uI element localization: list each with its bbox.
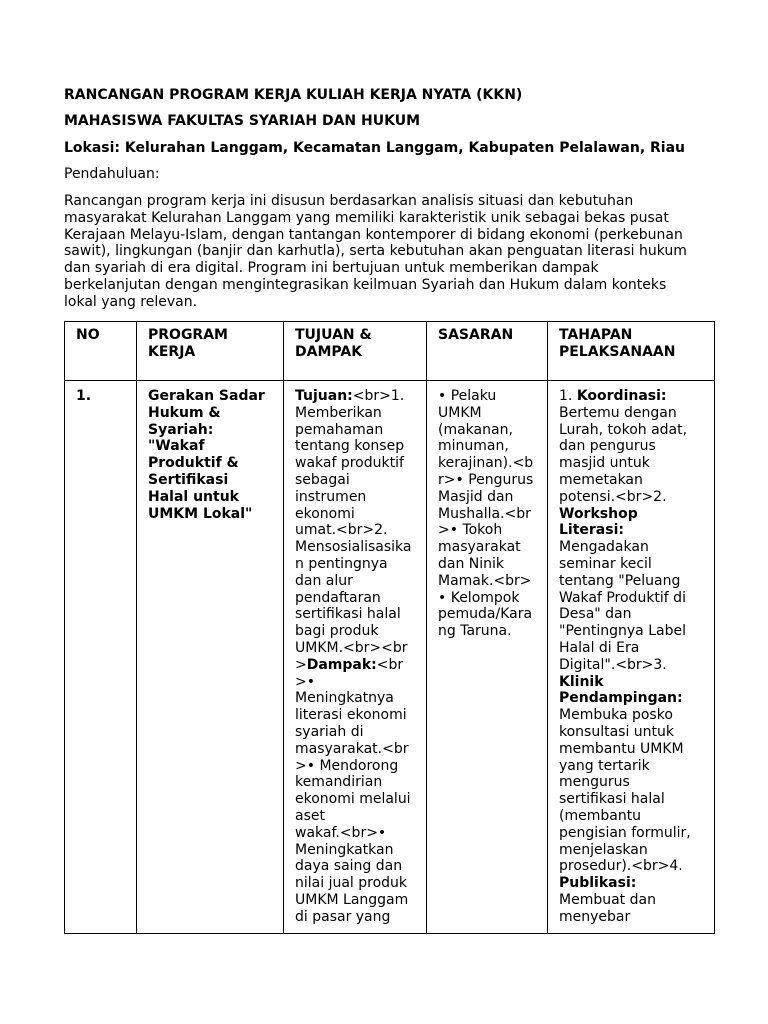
tahapan-text-line bbox=[559, 724, 702, 741]
header-tahapan bbox=[548, 322, 715, 381]
intro-line: sawit), lingkungan (banjir dan karhutla), serta kebutuhan akan penguatan literasi hukum bbox=[64, 243, 687, 260]
intro-line: Rancangan program kerja ini disusun berdasarkan analisis situasi dan kebutuhan bbox=[64, 193, 634, 209]
tujuan-text: > bbox=[295, 656, 307, 673]
tahapan-text: prosedur).<br>4. bbox=[559, 858, 683, 875]
tujuan-text: >• Mendorong bbox=[295, 757, 399, 774]
header-text-line: PROGRAM bbox=[148, 327, 228, 343]
tujuan-text-line bbox=[295, 640, 414, 657]
tujuan-text: UMKM.<br><br bbox=[295, 639, 408, 656]
header-text-line: KERJA bbox=[148, 343, 196, 360]
sasaran-text-line: pemuda/Kara bbox=[438, 606, 533, 623]
header-text-line: SASARAN bbox=[438, 327, 514, 343]
intro-line: masyarakat Kelurahan Langgam yang memiliki karakteristik unik sebagai bekas pusat bbox=[64, 209, 669, 226]
tujuan-text-line bbox=[295, 825, 414, 842]
tahapan-text: potensi.<br>2. bbox=[559, 488, 667, 505]
intro-paragraph bbox=[64, 193, 714, 311]
tujuan-text: syariah di bbox=[295, 723, 364, 740]
tahapan-text: (membantu bbox=[559, 807, 642, 824]
intro-line: lokal yang relevan. bbox=[64, 293, 198, 310]
header-tujuan bbox=[284, 322, 427, 381]
sasaran-text-line: UMKM bbox=[438, 404, 482, 421]
sasaran-text-line: Mamak.<br> bbox=[438, 572, 532, 589]
tahapan-text-line bbox=[559, 606, 702, 623]
tujuan-text: masyarakat.<br bbox=[295, 740, 409, 757]
tujuan-text-line bbox=[295, 455, 414, 472]
tahapan-text-line bbox=[559, 388, 702, 405]
tahapan-text-line bbox=[559, 657, 702, 674]
sasaran-text-line: minuman, bbox=[438, 438, 509, 455]
tujuan-text-line bbox=[295, 657, 414, 674]
intro-line: dan syariah di era digital. Program ini bertujuan untuk memberikan dampak bbox=[64, 260, 599, 277]
tahapan-text: menjelaskan bbox=[559, 841, 648, 858]
sasaran-text-line: Mushalla.<br bbox=[438, 505, 531, 522]
tujuan-text: <br bbox=[376, 656, 404, 673]
tujuan-text: daya saing dan bbox=[295, 858, 403, 875]
sasaran-text-line: r>• Pengurus bbox=[438, 471, 534, 488]
program-table bbox=[64, 321, 715, 934]
tujuan-text: di pasar yang bbox=[295, 908, 391, 925]
tujuan-text: >• bbox=[295, 673, 315, 690]
intro-label: Pendahuluan: bbox=[64, 166, 160, 182]
tahapan-text-line bbox=[559, 808, 702, 825]
tujuan-text-line bbox=[295, 724, 414, 741]
tahapan-text: menyebar bbox=[559, 908, 631, 925]
tahapan-text-line bbox=[559, 405, 702, 422]
tujuan-text: sertifikasi halal bbox=[295, 606, 401, 623]
cell-no: 1. bbox=[65, 381, 137, 934]
sasaran-text-line: dan Ninik bbox=[438, 555, 505, 572]
tujuan-text: pemahaman bbox=[295, 421, 384, 438]
tahapan-text: Publikasi: bbox=[559, 875, 637, 892]
tahapan-text-line bbox=[559, 690, 702, 707]
tujuan-text: UMKM Langgam bbox=[295, 891, 409, 908]
tujuan-text-line bbox=[295, 590, 414, 607]
tujuan-text: dan alur bbox=[295, 572, 353, 589]
tujuan-text-line bbox=[295, 556, 414, 573]
cell-tujuan bbox=[284, 381, 427, 934]
cell-program bbox=[137, 381, 284, 934]
tujuan-text: instrumen bbox=[295, 488, 367, 505]
tujuan-text: Meningkatkan bbox=[295, 841, 394, 858]
program-text-line: Produktif & bbox=[148, 455, 239, 472]
tujuan-text: Meningkatnya bbox=[295, 690, 394, 707]
tahapan-text-line bbox=[559, 422, 702, 439]
tujuan-text-line bbox=[295, 842, 414, 859]
intro-line: berkelanjutan dengan mengintegrasikan keilmuan Syariah dan Hukum dalam konteks bbox=[64, 276, 667, 293]
tujuan-text-line bbox=[295, 472, 414, 489]
tahapan-text: 1. bbox=[559, 388, 577, 404]
tahapan-text: konsultasi untuk bbox=[559, 723, 675, 740]
tahapan-text: seminar kecil bbox=[559, 555, 652, 572]
table-header-row bbox=[65, 322, 715, 381]
tahapan-text: membantu UMKM bbox=[559, 740, 684, 757]
program-text-line: Gerakan Sadar bbox=[148, 388, 265, 404]
tahapan-text: sertifikasi halal bbox=[559, 791, 665, 808]
tahapan-text-line bbox=[559, 539, 702, 556]
tujuan-text-line bbox=[295, 506, 414, 523]
tujuan-text-line bbox=[295, 438, 414, 455]
tahapan-text-line bbox=[559, 455, 702, 472]
tujuan-text-line bbox=[295, 405, 414, 422]
tujuan-text: pendaftaran bbox=[295, 589, 381, 606]
program-text-line: UMKM Lokal" bbox=[148, 505, 253, 522]
tujuan-text-line bbox=[295, 690, 414, 707]
sasaran-text-line: kerajinan).<b bbox=[438, 455, 534, 472]
document-title: RANCANGAN PROGRAM KERJA KULIAH KERJA NYATA (KKN) bbox=[64, 87, 523, 103]
tujuan-text: sebagai bbox=[295, 471, 350, 488]
header-sasaran bbox=[427, 322, 548, 381]
tujuan-text: Tujuan: bbox=[295, 388, 353, 404]
program-text-line: Hukum & bbox=[148, 404, 221, 421]
tahapan-text-line bbox=[559, 842, 702, 859]
table-row bbox=[65, 381, 715, 934]
tahapan-text-line bbox=[559, 774, 702, 791]
tujuan-bold-text: Dampak: bbox=[306, 656, 377, 673]
tahapan-text-line bbox=[559, 909, 702, 926]
header-program bbox=[137, 322, 284, 381]
tujuan-text: wakaf produktif bbox=[295, 455, 404, 472]
tahapan-text: Koordinasi: bbox=[576, 388, 667, 404]
tahapan-text: Halal di Era bbox=[559, 639, 640, 656]
tujuan-text-line bbox=[295, 606, 414, 623]
tahapan-text: memetakan bbox=[559, 471, 643, 488]
tujuan-text-line bbox=[295, 774, 414, 791]
tahapan-text: pengisian formulir, bbox=[559, 824, 691, 841]
tujuan-text: bagi produk bbox=[295, 623, 379, 640]
header-text-line: TUJUAN & bbox=[295, 327, 372, 343]
tahapan-text: yang tertarik bbox=[559, 757, 650, 774]
tahapan-text: Lurah, tokoh adat, bbox=[559, 421, 688, 438]
tahapan-text: Membuka posko bbox=[559, 707, 673, 724]
tujuan-text: kemandirian bbox=[295, 774, 383, 791]
tujuan-text-line bbox=[295, 573, 414, 590]
sasaran-text-line: ng Taruna. bbox=[438, 623, 512, 640]
tujuan-text-line bbox=[295, 791, 414, 808]
tujuan-text-line bbox=[295, 522, 414, 539]
sasaran-text-line: masyarakat bbox=[438, 539, 521, 556]
cell-tahapan bbox=[548, 381, 715, 934]
tahapan-text: Desa" dan bbox=[559, 606, 632, 623]
tujuan-text-line bbox=[295, 808, 414, 825]
tujuan-text: ekonomi bbox=[295, 505, 355, 522]
tujuan-text-line bbox=[295, 892, 414, 909]
tahapan-text: Klinik bbox=[559, 673, 604, 690]
sasaran-text-line: • Kelompok bbox=[438, 589, 520, 606]
document-subtitle: MAHASISWA FAKULTAS SYARIAH DAN HUKUM bbox=[64, 113, 421, 129]
tahapan-text-line bbox=[559, 875, 702, 892]
tahapan-text: dan pengurus bbox=[559, 438, 656, 455]
program-text-line: "Wakaf bbox=[148, 438, 205, 455]
program-text-line: Syariah: bbox=[148, 421, 214, 438]
tujuan-text-line bbox=[295, 707, 414, 724]
tahapan-text: Digital".<br>3. bbox=[559, 656, 667, 673]
tujuan-text: umat.<br>2. bbox=[295, 522, 388, 539]
header-no bbox=[65, 322, 137, 381]
tahapan-text-line bbox=[559, 472, 702, 489]
tahapan-text: Wakaf Produktif di bbox=[559, 589, 686, 606]
tujuan-text: wakaf.<br>• bbox=[295, 824, 387, 841]
header-text-line: PELAKSANAAN bbox=[559, 343, 676, 360]
location-line: Lokasi: Kelurahan Langgam, Kecamatan Langgam, Kabupaten Pelalawan, Riau bbox=[64, 140, 686, 156]
header-text-line: NO bbox=[76, 327, 100, 343]
tahapan-text-line bbox=[559, 623, 702, 640]
tahapan-text-line bbox=[559, 758, 702, 775]
tujuan-text-line bbox=[295, 875, 414, 892]
tahapan-text: Mengadakan bbox=[559, 539, 649, 556]
tahapan-text-line bbox=[559, 522, 702, 539]
tahapan-text-line bbox=[559, 489, 702, 506]
tahapan-text-line bbox=[559, 590, 702, 607]
sasaran-text-line: >• Tokoh bbox=[438, 522, 503, 539]
sasaran-text-line: (makanan, bbox=[438, 421, 513, 438]
tujuan-text: Memberikan bbox=[295, 404, 382, 421]
tahapan-text-line bbox=[559, 573, 702, 590]
tahapan-text-line bbox=[559, 556, 702, 573]
tahapan-text: Pendampingan: bbox=[559, 690, 683, 707]
sasaran-text-line: Masjid dan bbox=[438, 488, 514, 505]
tujuan-text-line bbox=[295, 758, 414, 775]
tahapan-text-line bbox=[559, 825, 702, 842]
tujuan-text: <br>1. bbox=[352, 388, 405, 404]
cell-sasaran bbox=[427, 381, 548, 934]
tujuan-text: n pentingnya bbox=[295, 555, 388, 572]
tahapan-text: mengurus bbox=[559, 774, 630, 791]
intro-line: Kerajaan Melayu-Islam, dengan tantangan kontemporer di bidang ekonomi (perkebunan bbox=[64, 226, 683, 243]
tahapan-text: masjid untuk bbox=[559, 455, 650, 472]
tahapan-text-line bbox=[559, 640, 702, 657]
tujuan-text-line bbox=[295, 674, 414, 691]
tujuan-text: tentang konsep bbox=[295, 438, 405, 455]
tahapan-text: Workshop bbox=[559, 505, 638, 522]
tahapan-text: Literasi: bbox=[559, 522, 624, 539]
tahapan-text-line bbox=[559, 674, 702, 691]
tujuan-text-line bbox=[295, 858, 414, 875]
sasaran-text-line: • Pelaku bbox=[438, 388, 497, 404]
tahapan-text-line bbox=[559, 438, 702, 455]
tujuan-text: Mensosialisasika bbox=[295, 539, 412, 556]
header-text-line: DAMPAK bbox=[295, 343, 363, 360]
header-text-line: TAHAPAN bbox=[559, 327, 633, 343]
tahapan-text-line bbox=[559, 892, 702, 909]
tahapan-text-line bbox=[559, 858, 702, 875]
tujuan-text: aset bbox=[295, 807, 325, 824]
tujuan-text-line bbox=[295, 422, 414, 439]
tahapan-text-line bbox=[559, 707, 702, 724]
tahapan-text: Bertemu dengan bbox=[559, 404, 677, 421]
tujuan-text-line bbox=[295, 489, 414, 506]
tujuan-text: nilai jual produk bbox=[295, 875, 408, 892]
tahapan-text: tentang "Peluang bbox=[559, 572, 681, 589]
tujuan-text: ekonomi melalui bbox=[295, 791, 411, 808]
tujuan-text-line bbox=[295, 539, 414, 556]
tahapan-text-line bbox=[559, 741, 702, 758]
program-text-line: Sertifikasi bbox=[148, 471, 229, 488]
tujuan-text: literasi ekonomi bbox=[295, 707, 407, 724]
tujuan-text-line bbox=[295, 909, 414, 926]
tujuan-text-line bbox=[295, 741, 414, 758]
tahapan-text: "Pentingnya Label bbox=[559, 623, 686, 640]
tahapan-text-line bbox=[559, 506, 702, 523]
program-text-line: Halal untuk bbox=[148, 488, 239, 505]
tahapan-text: Membuat dan bbox=[559, 891, 656, 908]
tahapan-text-line bbox=[559, 791, 702, 808]
tujuan-text-line bbox=[295, 388, 414, 405]
tujuan-text-line bbox=[295, 623, 414, 640]
